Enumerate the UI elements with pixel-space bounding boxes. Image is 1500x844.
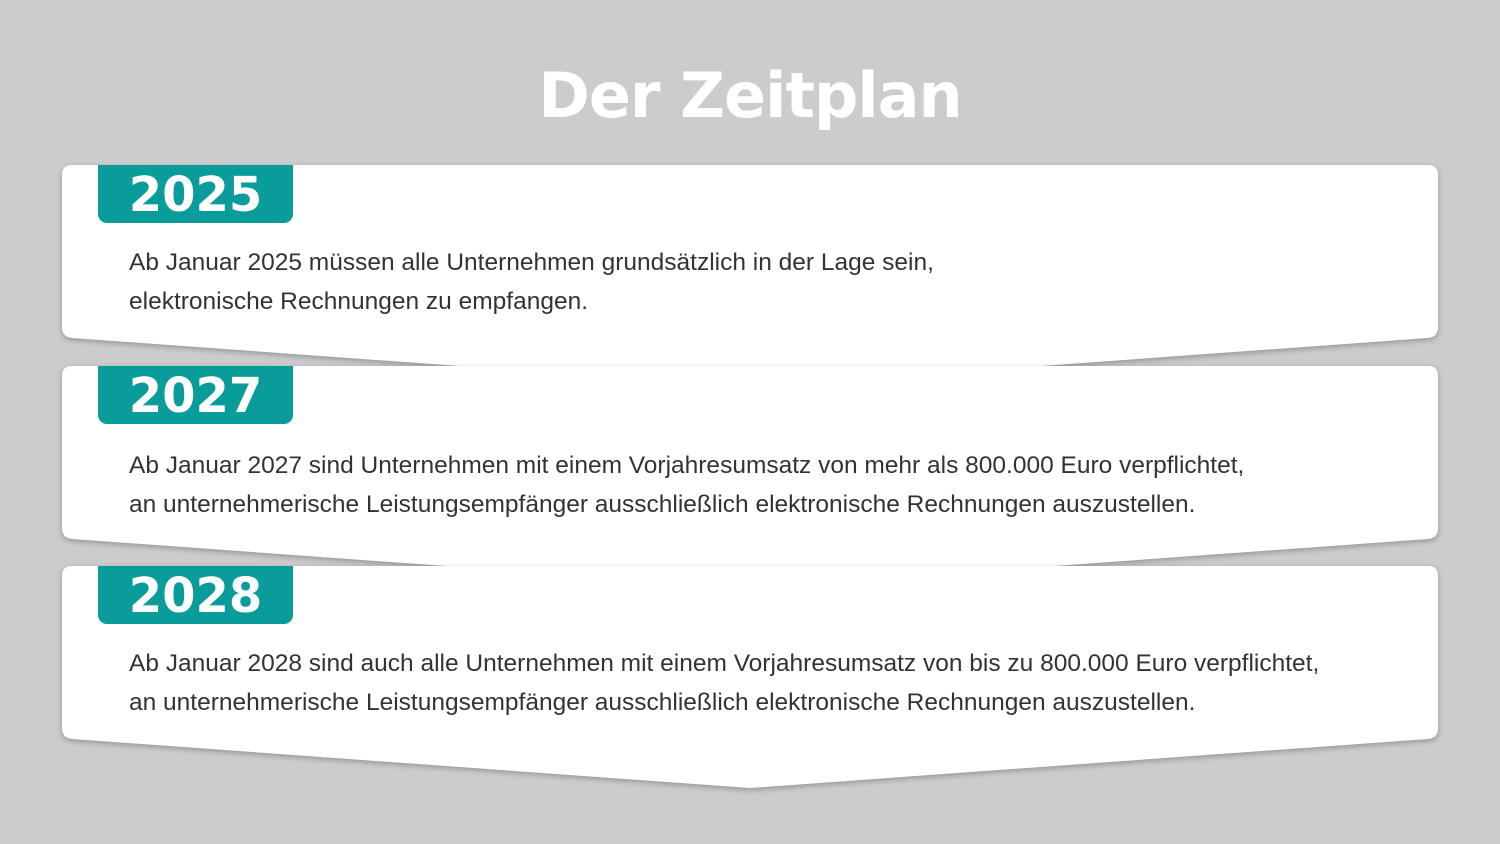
step-description-line: Ab Januar 2025 müssen alle Unternehmen grundsätzlich in der Lage sein, [129, 249, 934, 276]
step-description [129, 243, 1419, 321]
step-description-line: an unternehmerische Leistungsempfänger ausschließlich elektronische Rechnungen auszustellen. [129, 491, 1196, 518]
step-description [129, 446, 1419, 524]
year-badge: 2025 [98, 165, 293, 223]
step-description-line: Ab Januar 2028 sind auch alle Unternehmen mit einem Vorjahresumsatz von bis zu 800.000 Euro verpflichtet, [129, 650, 1320, 677]
step-description-line: elektronische Rechnungen zu empfangen. [129, 288, 589, 315]
step-description-line: Ab Januar 2027 sind Unternehmen mit einem Vorjahresumsatz von mehr als 800.000 Euro verpflichtet, [129, 452, 1245, 479]
timeline-step-2028 [62, 566, 1438, 791]
step-description-line: an unternehmerische Leistungsempfänger ausschließlich elektronische Rechnungen auszustellen. [129, 689, 1196, 716]
year-badge: 2028 [98, 566, 293, 624]
step-description [129, 644, 1419, 722]
year-badge: 2027 [98, 366, 293, 424]
timeline-step-2027 [62, 366, 1438, 591]
page-title: Der Zeitplan [538, 59, 962, 132]
timeline-step-2025 [62, 165, 1438, 390]
